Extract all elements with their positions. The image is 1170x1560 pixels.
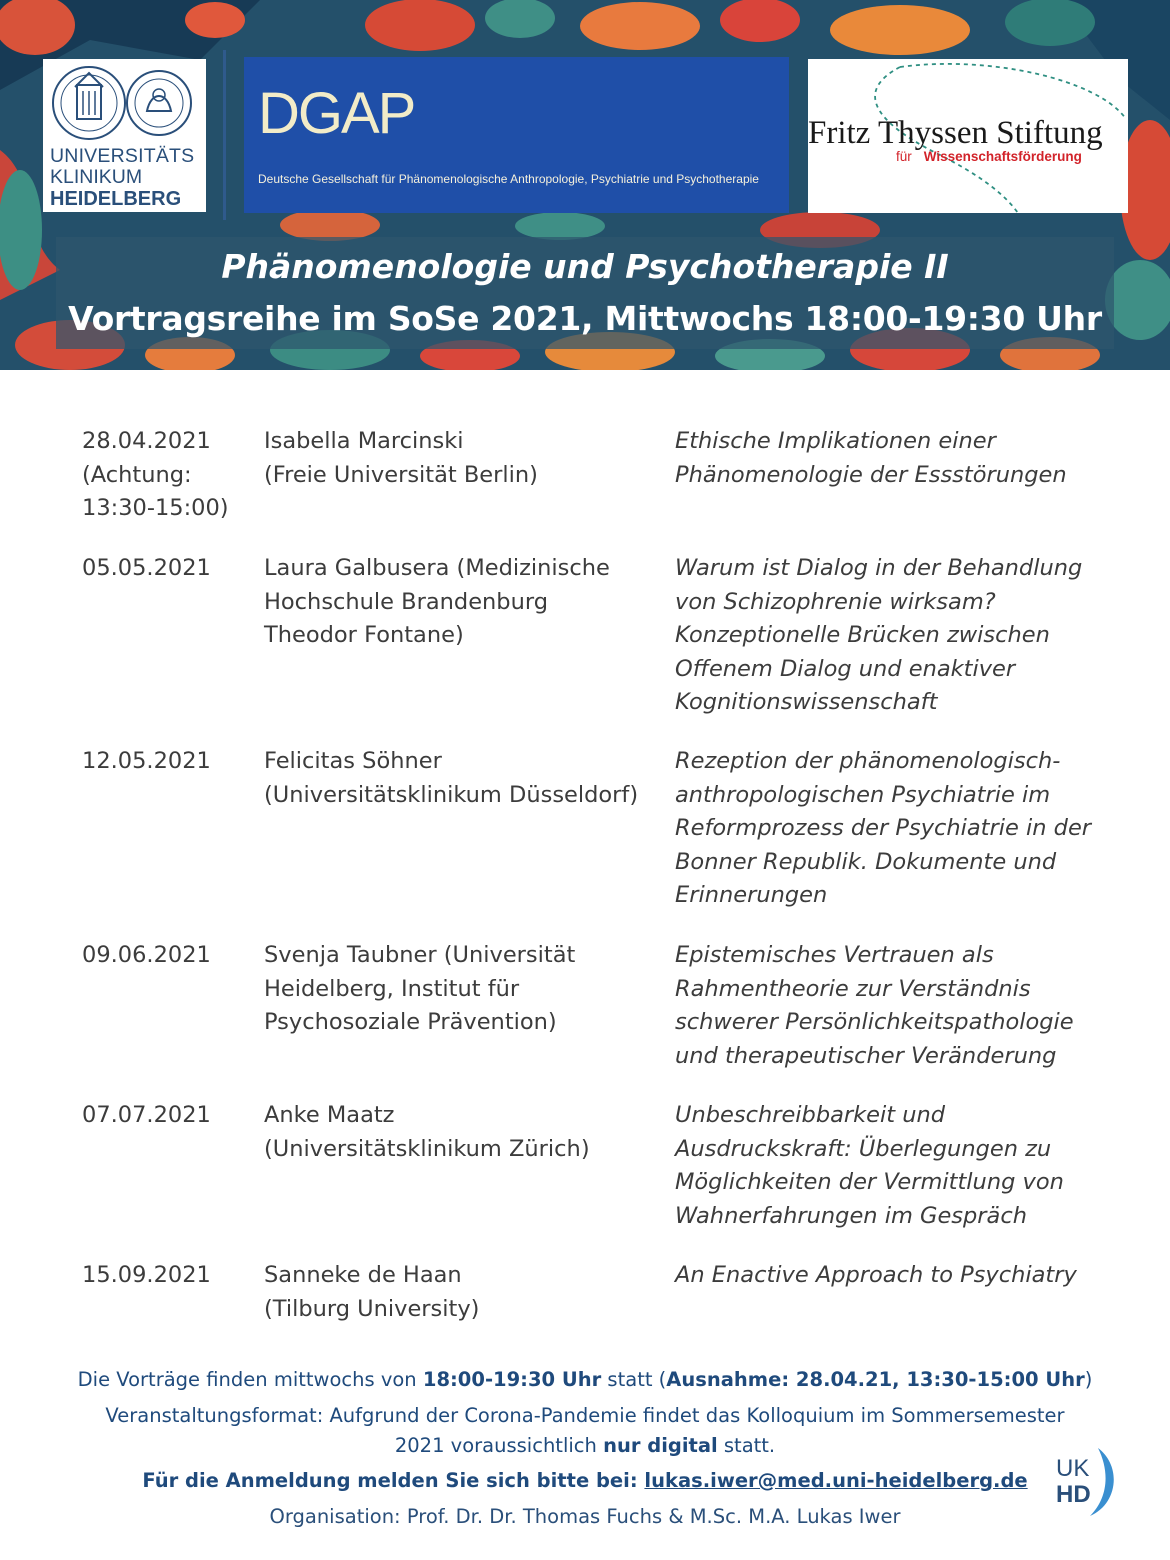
talk-topic (675, 552, 1145, 720)
dgap-subtitle: Deutsche Gesellschaft für Phänomenologische Anthropologie, Psychiatrie und Psychotherapie (258, 172, 759, 186)
talk-date-line: 09.06.2021 (82, 942, 211, 968)
talk-topic-line: von Schizophrenie wirksam? (675, 588, 996, 615)
logo-divider (223, 50, 226, 220)
footer-times-value: 18:00-19:30 Uhr (422, 1368, 602, 1391)
ukhd-mark-hd: HD (1056, 1481, 1091, 1508)
ukhd-logo-line2: KLINIKUM (50, 166, 143, 188)
universitaetsklinikum-heidelberg-logo (43, 59, 206, 212)
talk-speaker-line: Isabella Marcinski (264, 428, 464, 454)
talk-speaker-line: Laura Galbusera (Medizinische (264, 555, 610, 581)
ukhd-swoosh-icon (1054, 1446, 1118, 1518)
talk-date (82, 1099, 252, 1133)
talk-topic-line: Erinnerungen (675, 882, 828, 908)
talk-topic-line: Kognitionswissenschaft (675, 689, 938, 715)
talk-topic (675, 425, 1145, 492)
talk-date (82, 745, 252, 779)
talk-speaker-line: Svenja Taubner (Universität (264, 942, 576, 968)
footer-times-mid: statt ( (601, 1368, 667, 1391)
footer-organisation: Organisation: Prof. Dr. Dr. Thomas Fuchs & M.Sc. M.A. Lukas Iwer (269, 1505, 901, 1528)
header-banner (0, 0, 1170, 370)
talk-topic (675, 745, 1145, 913)
talk-topic-line: Offenem Dialog und enaktiver (675, 655, 1016, 682)
talk-date-line: 12.05.2021 (82, 748, 211, 774)
talk-date-line: 28.04.2021 (82, 428, 211, 454)
talk-speaker (264, 939, 664, 1040)
talk-date-line: 15.09.2021 (82, 1262, 211, 1288)
page-subtitle: Vortragsreihe im SoSe 2021, Mittwochs 18:00-19:30 Uhr (68, 299, 1102, 338)
talk-topic-line: Bonner Republik. Dokumente und (675, 848, 1057, 875)
talk-speaker-line: (Universitätsklinikum Zürich) (264, 1135, 590, 1162)
footer-line-registration (40, 1466, 1130, 1496)
footer-format-text: Veranstaltungsformat: Aufgrund der Corona-Pandemie findet das Kolloquium im Sommersemester (105, 1404, 1065, 1427)
fts-tag-main: Wissenschaftsförderung (923, 149, 1082, 164)
fritz-thyssen-stiftung-logo (808, 59, 1128, 213)
talk-speaker-line: (Tilburg University) (264, 1295, 480, 1322)
talk-topic (675, 939, 1145, 1073)
talk-speaker-line: Psychosoziale Prävention) (264, 1009, 557, 1035)
fts-tagline (896, 149, 1082, 164)
talk-topic-line: Reformprozess der Psychiatrie in der (675, 815, 1092, 841)
talk-topic-line: schwerer Persönlichkeitspathologie (675, 1009, 1074, 1035)
talk-date-line: 07.07.2021 (82, 1102, 211, 1128)
talk-speaker-line: (Freie Universität Berlin) (264, 461, 538, 488)
talk-date-line: 13:30-15:00) (82, 495, 229, 521)
footer-format-text-2: 2021 voraussichtlich (394, 1434, 604, 1457)
talk-topic-line: Rezeption der phänomenologisch- (675, 748, 1061, 774)
title-box (56, 237, 1114, 349)
talk-speaker (264, 1259, 664, 1326)
talk-speaker-line: Hochschule Brandenburg (264, 588, 548, 615)
talk-speaker (264, 745, 664, 812)
fts-tag-prefix: für (896, 149, 912, 164)
talk-speaker-line: Felicitas Söhner (264, 748, 442, 774)
talk-topic-line: Phänomenologie der Essstörungen (675, 461, 1067, 488)
talk-topic-line: Ausdruckskraft: Überlegungen zu (675, 1135, 1052, 1162)
talk-date (82, 1259, 252, 1293)
talk-speaker (264, 552, 664, 653)
registration-email-link[interactable]: lukas.iwer@med.uni-heidelberg.de (644, 1469, 1028, 1492)
footer-times-text: Die Vorträge finden mittwochs von (77, 1368, 423, 1391)
dgap-logo (244, 57, 789, 213)
footer-line-format (40, 1401, 1130, 1461)
talk-speaker-line: Sanneke de Haan (264, 1262, 462, 1288)
talk-date-line: 05.05.2021 (82, 555, 211, 581)
talk-topic-line: Wahnerfahrungen im Gespräch (675, 1202, 1027, 1229)
ukhd-logo-line3: HEIDELBERG (50, 188, 182, 210)
talk-topic-line: Ethische Implikationen einer (675, 428, 996, 454)
footer-line-times (40, 1365, 1130, 1395)
talk-topic-line: An Enactive Approach to Psychiatry (675, 1262, 1077, 1288)
ukhd-mark-logo (1054, 1446, 1118, 1518)
talk-topic (675, 1259, 1145, 1293)
talk-date (82, 425, 252, 526)
footer-format-post: statt. (717, 1434, 776, 1457)
heidelberg-seals-icon (51, 65, 197, 141)
footer-format-emph: nur digital (603, 1434, 718, 1457)
footer-times-post: ) (1084, 1368, 1093, 1391)
talk-topic-line: Konzeptionelle Brücken zwischen (675, 622, 1050, 648)
talk-topic-line: Epistemisches Vertrauen als (675, 942, 994, 968)
talk-speaker (264, 425, 664, 492)
fts-name: Fritz Thyssen Stiftung (808, 115, 1103, 151)
talk-speaker (264, 1099, 664, 1166)
talk-topic-line: Rahmentheorie zur Verständnis (675, 975, 1031, 1002)
talk-date (82, 552, 252, 586)
page-title: Phänomenologie und Psychotherapie II (221, 247, 949, 286)
talk-speaker-line: (Universitätsklinikum Düsseldorf) (264, 781, 639, 808)
footer-registration-text: Für die Anmeldung melden Sie sich bitte bei: (142, 1469, 645, 1492)
footer-exception: Ausnahme: 28.04.21, 13:30-15:00 Uhr (666, 1368, 1085, 1391)
ukhd-mark-uk: UK (1056, 1455, 1090, 1482)
talk-topic-line: Möglichkeiten der Vermittlung von (675, 1169, 1064, 1195)
talk-date-line: (Achtung: (82, 461, 192, 488)
talk-topic-line: Unbeschreibbarkeit und (675, 1102, 946, 1128)
talk-speaker-line: Anke Maatz (264, 1102, 395, 1128)
ukhd-logo-line1: UNIVERSITÄTS (50, 145, 195, 167)
talk-speaker-line: Heidelberg, Institut für (264, 975, 520, 1002)
talk-topic (675, 1099, 1145, 1233)
talk-date (82, 939, 252, 973)
talk-speaker-line: Theodor Fontane) (264, 622, 464, 648)
talk-topic-line: und therapeutischer Veränderung (675, 1042, 1057, 1069)
talk-topic-line: Warum ist Dialog in der Behandlung (675, 555, 1083, 581)
dgap-mark: DGAP (258, 81, 415, 146)
talk-topic-line: anthropologischen Psychiatrie im (675, 781, 1051, 808)
